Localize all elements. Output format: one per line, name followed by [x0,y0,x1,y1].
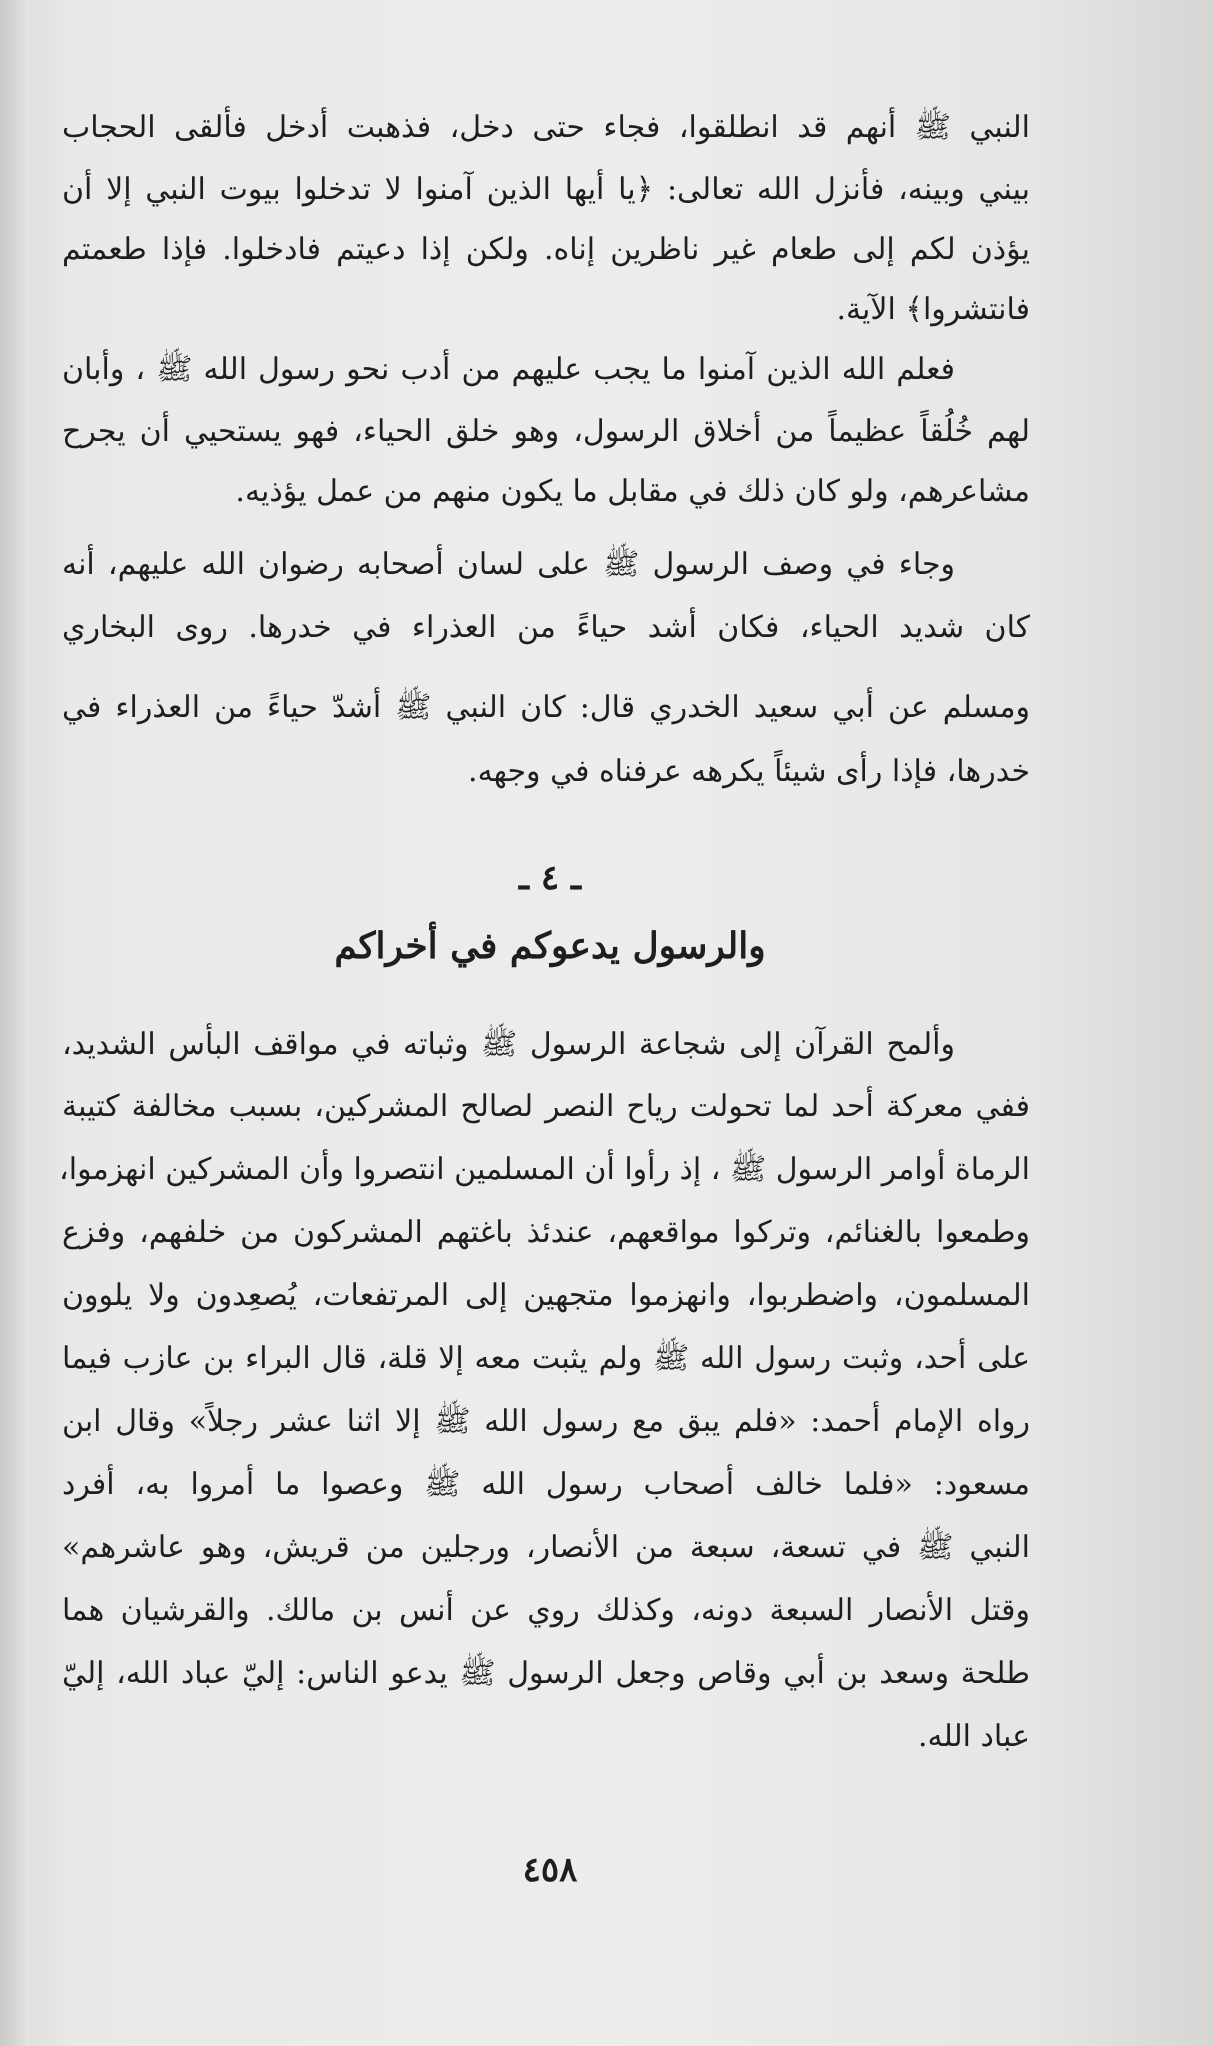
text-line: مسعود: «فلما خالف أصحاب رسول الله ﷺ وعصوا ما أمروا به، أفرد [62,1467,1030,1502]
section-title: والرسول يدعوكم في أخراكم [334,925,766,967]
text-line: وقتل الأنصار السبعة دونه، وكذلك روي عن أنس بن مالك. والقرشيان هما [62,1593,1030,1628]
text-line: ففي معركة أحد لما تحولت رياح النصر لصالح المشركين، بسبب مخالفة كتيبة [62,1089,1030,1124]
text-line: يؤذن لكم إلى طعام غير ناظرين إناه. ولكن إذا دعيتم فادخلوا. فإذا طعمتم [62,232,1030,267]
text-line: وطمعوا بالغنائم، وتركوا مواقعهم، عندئذ باغتهم المشركون من خلفهم، وفزع [62,1215,1030,1250]
page-gutter-shadow [0,0,30,2046]
section-number: ـ ٤ ـ [519,858,581,898]
text-line: كان شديد الحياء، فكان أشد حياءً من العذراء في خدرها. روى البخاري [62,610,1030,645]
text-line: خدرها، فإذا رأى شيئاً يكرهه عرفناه في وجهه. [468,754,1030,789]
text-line: عباد الله. [917,1719,1030,1754]
text-line: النبي ﷺ في تسعة، سبعة من الأنصار، ورجلين من قريش، وهو عاشرهم» [62,1530,1030,1565]
text-line: وجاء في وصف الرسول ﷺ على لسان أصحابه رضوان الله عليهم، أنه [62,547,955,582]
text-line: فعلم الله الذين آمنوا ما يجب عليهم من أدب نحو رسول الله ﷺ ، وأبان [62,352,955,387]
text-line: فانتشروا﴾ الآية. [836,292,1030,327]
text-line: على أحد، وثبت رسول الله ﷺ ولم يثبت معه إلا قلة، قال البراء بن عازب فيما [62,1341,1030,1376]
text-line: الرماة أوامر الرسول ﷺ ، إذ رأوا أن المسلمين انتصروا وأن المشركين انهزموا، [59,1152,1030,1187]
text-line: بيني وبينه، فأنزل الله تعالى: ﴿يا أيها الذين آمنوا لا تدخلوا بيوت النبي إلا أن [62,172,1030,207]
text-line: النبي ﷺ أنهم قد انطلقوا، فجاء حتى دخل، فذهبت أدخل فألقى الحجاب [62,110,1030,145]
text-line: طلحة وسعد بن أبي وقاص وجعل الرسول ﷺ يدعو الناس: إليّ عباد الله، إليّ [62,1656,1030,1691]
text-line: مشاعرهم، ولو كان ذلك في مقابل ما يكون منهم من عمل يؤذيه. [235,474,1030,509]
page-number: ٤٥٨ [522,1850,578,1890]
text-line: ومسلم عن أبي سعيد الخدري قال: كان النبي ﷺ أشدّ حياءً من العذراء في [62,690,1030,725]
text-line: لهم خُلُقاً عظيماً من أخلاق الرسول، وهو خلق الحياء، فهو يستحيي أن يجرح [62,414,1030,449]
text-line: المسلمون، واضطربوا، وانهزموا متجهين إلى المرتفعات، يُصعِدون ولا يلوون [62,1278,1030,1313]
text-line: رواه الإمام أحمد: «فلم يبق مع رسول الله ﷺ إلا اثنا عشر رجلاً» وقال ابن [62,1404,1030,1439]
text-line: وألمح القرآن إلى شجاعة الرسول ﷺ وثباته في مواقف البأس الشديد، [62,1027,955,1062]
